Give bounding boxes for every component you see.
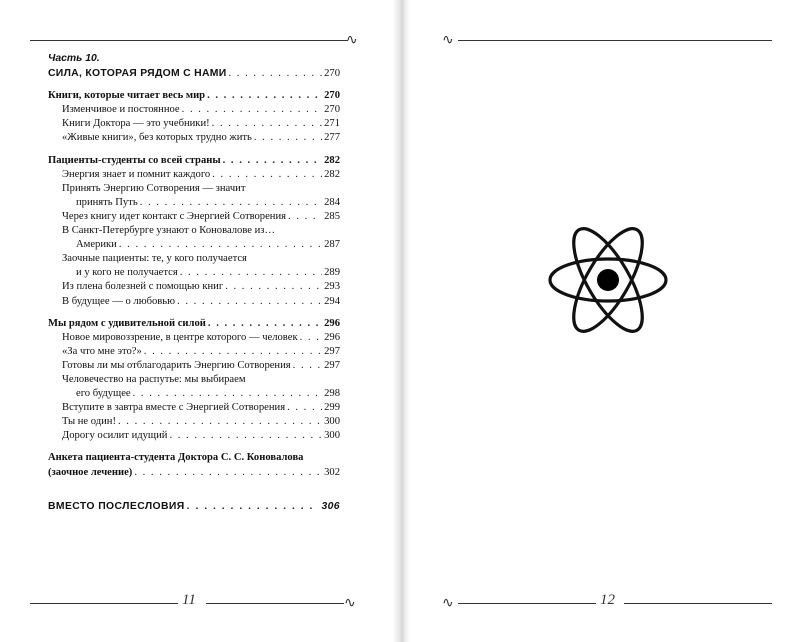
- item-title: В будущее — о любовью: [62, 295, 176, 307]
- page-number: 302: [324, 466, 340, 478]
- item-title: Через книгу идет контакт с Энергией Сотворения: [62, 210, 287, 222]
- toc-item: [48, 429, 340, 443]
- toc-item: [48, 401, 340, 415]
- leader-dots: [300, 331, 323, 345]
- top-rule-left: [30, 40, 348, 41]
- toc-item: [48, 117, 340, 131]
- toc-item: [48, 280, 340, 294]
- item-title: Изменчивое и постоянное: [62, 104, 180, 116]
- toc-afterword-entry: [48, 500, 340, 514]
- page-number: 306: [321, 500, 340, 512]
- leader-dots: [140, 196, 322, 210]
- item-title: Заочные пациенты: те, у кого получается: [62, 253, 247, 265]
- leader-dots: [254, 131, 322, 145]
- section-title: Анкета пациента-студента Доктора С. С. Коновалова: [48, 452, 304, 464]
- item-title: «За что мне это?»: [62, 345, 142, 357]
- page-number: 270: [324, 104, 340, 116]
- bottom-rule-right-2: [624, 603, 772, 604]
- leader-dots: [212, 117, 322, 131]
- toc-item: [48, 131, 340, 145]
- leader-dots: [144, 345, 322, 359]
- toc-item: [48, 295, 340, 309]
- part-title: СИЛА, КОТОРАЯ РЯДОМ С НАМИ: [48, 68, 227, 80]
- leader-dots: [119, 238, 322, 252]
- page-number: 296: [324, 331, 340, 343]
- swirl-ornament-icon: ∿: [442, 595, 454, 611]
- page-number: 285: [324, 210, 340, 222]
- toc-item: [48, 373, 340, 387]
- section-title: Мы рядом с удивительной силой: [48, 317, 206, 329]
- item-title: Новое мировоззрение, в центре которого — человек: [62, 331, 298, 343]
- leader-dots: [180, 266, 322, 280]
- page-number: 277: [324, 132, 340, 144]
- toc-item: [48, 182, 340, 196]
- page-number: 270: [324, 68, 340, 80]
- leader-dots: [288, 210, 322, 224]
- page-number: 282: [324, 168, 340, 180]
- book-gutter: [392, 0, 410, 642]
- leader-dots: [133, 387, 323, 401]
- atom-icon: [546, 218, 670, 342]
- toc-item: [48, 359, 340, 373]
- item-title: Ты не один!: [62, 416, 116, 428]
- page-number: 300: [324, 416, 340, 428]
- toc-part-entry: [48, 67, 340, 81]
- item-title: Из плена болезней с помощью книг: [62, 281, 224, 293]
- item-title: «Живые книги», без которых трудно жить: [62, 132, 252, 144]
- leader-dots: [293, 359, 322, 373]
- toc-item: [48, 345, 340, 359]
- part-label: Часть 10.: [48, 53, 100, 64]
- item-title: Человечество на распутье: мы выбираем: [62, 373, 246, 385]
- page-number-left: 11: [182, 592, 196, 608]
- leader-dots: [118, 415, 322, 429]
- item-title: Принять Энергию Сотворения — значит: [62, 182, 246, 194]
- toc-item-continuation: [48, 387, 340, 401]
- page-number: 287: [324, 239, 340, 251]
- bottom-rule-right: [458, 603, 596, 604]
- toc-section-entry: [48, 317, 340, 331]
- section-title-continued: (заочное лечение): [48, 466, 133, 478]
- swirl-ornament-icon: ∿: [442, 32, 454, 48]
- page-number: 294: [324, 295, 340, 307]
- swirl-ornament-icon: ∿: [344, 595, 356, 611]
- item-title: Книги Доктора — это учебники!: [62, 118, 210, 130]
- bottom-rule-left: [30, 603, 178, 604]
- page-number: 284: [324, 196, 340, 208]
- item-title: Готовы ли мы отблагодарить Энергию Сотворения: [62, 359, 291, 371]
- top-rule-right: [458, 40, 772, 41]
- toc-item-continuation: [48, 196, 340, 210]
- page-number: 293: [324, 281, 340, 293]
- page-number: 282: [324, 154, 340, 166]
- toc-item: [48, 103, 340, 117]
- toc-item: [48, 415, 340, 429]
- leader-dots: [223, 154, 322, 168]
- page-number: 297: [324, 359, 340, 371]
- nucleus: [597, 269, 619, 291]
- page-number-right: 12: [600, 592, 615, 608]
- page-number: 296: [324, 317, 340, 329]
- item-title-continued: Америки: [76, 239, 117, 251]
- page-number: 270: [324, 90, 340, 102]
- item-title: Вступите в завтра вместе с Энергией Сотворения: [62, 402, 286, 414]
- leader-dots: [225, 280, 322, 294]
- page-number: 298: [324, 388, 340, 400]
- toc-item: [48, 168, 340, 182]
- item-title: Дорогу осилит идущий: [62, 430, 168, 442]
- section-title: Книги, которые читает весь мир: [48, 90, 206, 102]
- toc-item: [48, 210, 340, 224]
- toc-item: [48, 331, 340, 345]
- toc-item: [48, 252, 340, 266]
- item-title: Энергия знает и помнит каждого: [62, 168, 211, 180]
- page-number: 299: [324, 402, 340, 414]
- leader-dots: [187, 500, 320, 514]
- page-number: 300: [324, 430, 340, 442]
- toc-item-continuation: [48, 238, 340, 252]
- bottom-rule-left-2: [206, 603, 344, 604]
- swirl-ornament-icon: ∿: [346, 32, 358, 48]
- toc-section-entry: [48, 154, 340, 168]
- toc-item: [48, 224, 340, 238]
- toc-section-entry: [48, 89, 340, 103]
- leader-dots: [134, 466, 322, 480]
- item-title-continued: принять Путь: [76, 196, 138, 208]
- leader-dots: [207, 89, 322, 103]
- leader-dots: [208, 317, 322, 331]
- page-number: 297: [324, 345, 340, 357]
- leader-dots: [169, 429, 322, 443]
- toc-section-entry-continuation: [48, 466, 340, 480]
- item-title-continued: его будущее: [76, 388, 131, 400]
- section-title: Пациенты-студенты со всей страны: [48, 154, 221, 166]
- leader-dots: [182, 103, 322, 117]
- leader-dots: [177, 295, 322, 309]
- item-title: В Санкт-Петербурге узнают о Коновалове из…: [62, 225, 276, 237]
- toc-item-continuation: [48, 266, 340, 280]
- leader-dots: [229, 67, 323, 81]
- item-title-continued: и у кого не получается: [76, 267, 178, 279]
- leader-dots: [287, 401, 322, 415]
- table-of-contents: [48, 52, 340, 514]
- toc-section-entry: [48, 451, 340, 465]
- leader-dots: [212, 168, 322, 182]
- page-number: 271: [324, 118, 340, 130]
- page-number: 289: [324, 267, 340, 279]
- afterword-title: ВМЕСТО ПОСЛЕСЛОВИЯ: [48, 500, 185, 512]
